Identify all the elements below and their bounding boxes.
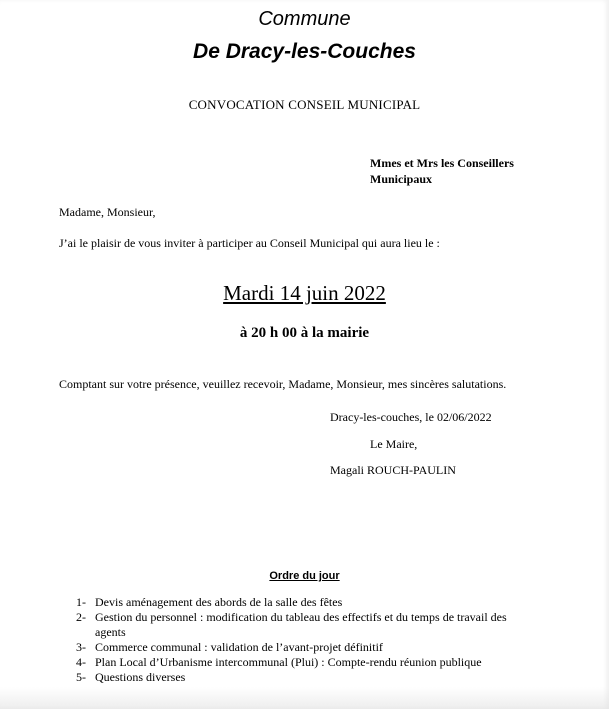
agenda-item-number: 3- bbox=[76, 640, 86, 654]
agenda-item-text: Commerce communal : validation de l’avant-projet définitif bbox=[95, 640, 383, 654]
agenda-item-text: Gestion du personnel : modification du tableau des effectifs et du temps de travail des agents bbox=[95, 610, 507, 639]
document-title: CONVOCATION CONSEIL MUNICIPAL bbox=[188, 97, 421, 112]
agenda-item bbox=[76, 640, 526, 655]
signature-name: Magali ROUCH-PAULIN bbox=[330, 463, 456, 477]
agenda-item-number: 5- bbox=[76, 670, 86, 684]
salutation: Madame, Monsieur, bbox=[59, 205, 156, 219]
recipient-line-2: Municipaux bbox=[370, 172, 433, 186]
place-date: Dracy-les-couches, le 02/06/2022 bbox=[330, 410, 492, 424]
recipient-line-1: Mmes et Mrs les Conseillers bbox=[370, 156, 514, 170]
town-heading: De Dracy-les-Couches bbox=[193, 40, 416, 63]
agenda-item bbox=[76, 595, 526, 610]
closing-text: Comptant sur votre présence, veuillez recevoir, Madame, Monsieur, mes sincères salutations. bbox=[59, 377, 507, 391]
agenda-list bbox=[76, 595, 526, 685]
agenda-item-text: Questions diverses bbox=[95, 670, 186, 684]
agenda-item-number: 1- bbox=[76, 595, 86, 609]
agenda-item-number: 4- bbox=[76, 655, 86, 669]
meeting-date: Mardi 14 juin 2022 bbox=[223, 281, 386, 305]
agenda-item-text: Devis aménagement des abords de la salle des fêtes bbox=[95, 595, 343, 609]
agenda-item bbox=[76, 610, 526, 640]
invitation-text: J’ai le plaisir de vous inviter à participer au Conseil Municipal qui aura lieu le : bbox=[59, 236, 440, 250]
meeting-time: à 20 h 00 à la mairie bbox=[239, 325, 370, 341]
signature-role: Le Maire, bbox=[370, 437, 418, 451]
page-bottom-shadow bbox=[0, 687, 609, 709]
agenda-item bbox=[76, 670, 526, 685]
agenda-item bbox=[76, 655, 526, 670]
commune-heading: Commune bbox=[258, 8, 351, 30]
agenda-title: Ordre du jour bbox=[269, 570, 340, 582]
agenda-item-text: Plan Local d’Urbanisme intercommunal (Plui) : Compte-rendu réunion publique bbox=[95, 655, 482, 669]
agenda-item-number: 2- bbox=[76, 610, 86, 624]
